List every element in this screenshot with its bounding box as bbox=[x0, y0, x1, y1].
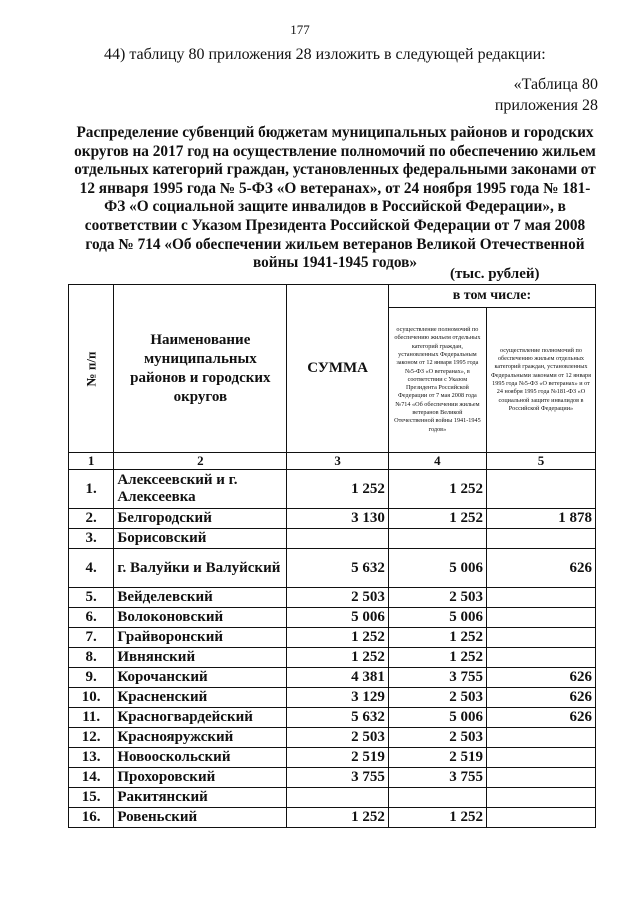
table-row bbox=[69, 728, 596, 748]
row-number: 14. bbox=[69, 768, 114, 788]
disabled-sum bbox=[486, 470, 595, 509]
header-col4: осуществление полномочий по обеспечению жильем отдельных категорий граждан, установленных Федеральным законом от 12 января 1995 года №5-ФЗ «О ветеранах», в соответствии с Указом Президента Российской Федерации от 7 мая 2008 года №714 «Об обеспечении жильем ветеранов Великой Отечественной войны 1941-1945 годов» bbox=[388, 308, 486, 453]
table-row bbox=[69, 808, 596, 828]
table-row bbox=[69, 628, 596, 648]
disabled-sum bbox=[486, 628, 595, 648]
total-sum: 1 252 bbox=[287, 470, 388, 509]
disabled-sum bbox=[486, 808, 595, 828]
disabled-sum bbox=[486, 728, 595, 748]
district-name: Ракитянский bbox=[114, 788, 287, 808]
veterans-sum: 3 755 bbox=[388, 668, 486, 688]
district-name: Белгородский bbox=[114, 509, 287, 529]
total-sum: 3 130 bbox=[287, 509, 388, 529]
total-sum: 5 006 bbox=[287, 608, 388, 628]
row-number: 2. bbox=[69, 509, 114, 529]
veterans-sum: 5 006 bbox=[388, 549, 486, 588]
veterans-sum bbox=[388, 788, 486, 808]
veterans-sum: 1 252 bbox=[388, 628, 486, 648]
district-name: г. Валуйки и Валуйский bbox=[114, 549, 287, 588]
table-reference-line: «Таблица 80 bbox=[513, 76, 598, 93]
header-name: Наименование муниципальных районов и городских округов bbox=[114, 285, 287, 453]
total-sum: 2 503 bbox=[287, 588, 388, 608]
table-row bbox=[69, 509, 596, 529]
table-row bbox=[69, 549, 596, 588]
table-row bbox=[69, 608, 596, 628]
row-number: 7. bbox=[69, 628, 114, 648]
row-number: 15. bbox=[69, 788, 114, 808]
row-number: 1. bbox=[69, 470, 114, 509]
district-name: Алексеевский и г. Алексеевка bbox=[114, 470, 287, 509]
row-number: 13. bbox=[69, 748, 114, 768]
district-name: Волоконовский bbox=[114, 608, 287, 628]
total-sum: 1 252 bbox=[287, 648, 388, 668]
district-name: Краснояружский bbox=[114, 728, 287, 748]
table-row bbox=[69, 748, 596, 768]
column-number: 2 bbox=[114, 453, 287, 470]
row-number: 9. bbox=[69, 668, 114, 688]
column-number: 1 bbox=[69, 453, 114, 470]
disabled-sum: 626 bbox=[486, 708, 595, 728]
page-number: 177 bbox=[290, 22, 310, 37]
district-name: Корочанский bbox=[114, 668, 287, 688]
veterans-sum: 2 503 bbox=[388, 728, 486, 748]
veterans-sum: 2 519 bbox=[388, 748, 486, 768]
veterans-sum: 2 503 bbox=[388, 588, 486, 608]
table-body bbox=[69, 470, 596, 828]
veterans-sum: 1 252 bbox=[388, 470, 486, 509]
veterans-sum: 1 252 bbox=[388, 648, 486, 668]
row-number: 10. bbox=[69, 688, 114, 708]
table-reference-line: приложения 28 bbox=[494, 97, 598, 114]
table-row bbox=[69, 768, 596, 788]
row-number: 16. bbox=[69, 808, 114, 828]
column-number: 4 bbox=[388, 453, 486, 470]
disabled-sum: 626 bbox=[486, 668, 595, 688]
district-name: Вейделевский bbox=[114, 588, 287, 608]
total-sum bbox=[287, 529, 388, 549]
row-number: 8. bbox=[69, 648, 114, 668]
veterans-sum: 3 755 bbox=[388, 768, 486, 788]
veterans-sum bbox=[388, 529, 486, 549]
column-numbers-row bbox=[69, 453, 596, 470]
disabled-sum bbox=[486, 788, 595, 808]
header-no bbox=[69, 285, 114, 453]
disabled-sum bbox=[486, 748, 595, 768]
row-number: 4. bbox=[69, 549, 114, 588]
table-row bbox=[69, 688, 596, 708]
veterans-sum: 5 006 bbox=[388, 708, 486, 728]
veterans-sum: 5 006 bbox=[388, 608, 486, 628]
column-number: 5 bbox=[486, 453, 595, 470]
district-name: Борисовский bbox=[114, 529, 287, 549]
table-reference bbox=[495, 74, 598, 116]
instruction-text: 44) таблицу 80 приложения 28 изложить в следующей редакции: bbox=[104, 46, 546, 63]
total-sum: 2 519 bbox=[287, 748, 388, 768]
disabled-sum bbox=[486, 608, 595, 628]
subsidy-table bbox=[68, 284, 596, 828]
district-name: Новооскольский bbox=[114, 748, 287, 768]
disabled-sum bbox=[486, 529, 595, 549]
table-row bbox=[69, 648, 596, 668]
row-number: 6. bbox=[69, 608, 114, 628]
district-name: Грайворонский bbox=[114, 628, 287, 648]
header-sum: СУММА bbox=[287, 285, 388, 453]
total-sum: 3 755 bbox=[287, 768, 388, 788]
district-name: Красненский bbox=[114, 688, 287, 708]
table-row bbox=[69, 788, 596, 808]
disabled-sum: 626 bbox=[486, 549, 595, 588]
total-sum: 1 252 bbox=[287, 808, 388, 828]
total-sum: 4 381 bbox=[287, 668, 388, 688]
disabled-sum bbox=[486, 588, 595, 608]
row-number: 5. bbox=[69, 588, 114, 608]
table-row bbox=[69, 588, 596, 608]
column-number: 3 bbox=[287, 453, 388, 470]
table-row bbox=[69, 529, 596, 549]
disabled-sum bbox=[486, 648, 595, 668]
district-name: Ивнянский bbox=[114, 648, 287, 668]
district-name: Ровеньский bbox=[114, 808, 287, 828]
district-name: Красногвардейский bbox=[114, 708, 287, 728]
total-sum: 3 129 bbox=[287, 688, 388, 708]
row-number: 3. bbox=[69, 529, 114, 549]
disabled-sum: 626 bbox=[486, 688, 595, 708]
total-sum bbox=[287, 788, 388, 808]
disabled-sum: 1 878 bbox=[486, 509, 595, 529]
header-including: в том числе: bbox=[388, 285, 595, 308]
table-row bbox=[69, 708, 596, 728]
header-col5: осуществление полномочий по обеспечению жильем отдельных категорий граждан, установленных Федеральными законами от 12 января 1995 года №5-ФЗ «О ветеранах» и от 24 ноября 1995 года №181-ФЗ «О социальной защите инвалидов в Российской Федерации» bbox=[486, 308, 595, 453]
veterans-sum: 2 503 bbox=[388, 688, 486, 708]
total-sum: 5 632 bbox=[287, 708, 388, 728]
veterans-sum: 1 252 bbox=[388, 808, 486, 828]
row-number: 11. bbox=[69, 708, 114, 728]
row-number: 12. bbox=[69, 728, 114, 748]
total-sum: 1 252 bbox=[287, 628, 388, 648]
total-sum: 2 503 bbox=[287, 728, 388, 748]
district-name: Прохоровский bbox=[114, 768, 287, 788]
disabled-sum bbox=[486, 768, 595, 788]
header-no-label: № п/п bbox=[83, 351, 99, 386]
table-row bbox=[69, 470, 596, 509]
document-title: Распределение субвенций бюджетам муниципальных районов и городских округов на 2017 год на осуществление полномочий по обеспечению жильем отдельных категорий граждан, установленных федеральными законами от 12 января 1995 года № 5-ФЗ «О ветеранах», от 24 ноября 1995 года № 181-ФЗ «О социальной защите инвалидов в Российской Федерации», в соответствии с Указом Президента Российской Федерации от 7 мая 2008 года № 714 «Об обеспечении жильем ветеранов Великой Отечественной войны 1941-1945 годов» bbox=[74, 124, 596, 272]
table-row bbox=[69, 668, 596, 688]
veterans-sum: 1 252 bbox=[388, 509, 486, 529]
units-label: (тыс. рублей) bbox=[450, 266, 540, 282]
total-sum: 5 632 bbox=[287, 549, 388, 588]
